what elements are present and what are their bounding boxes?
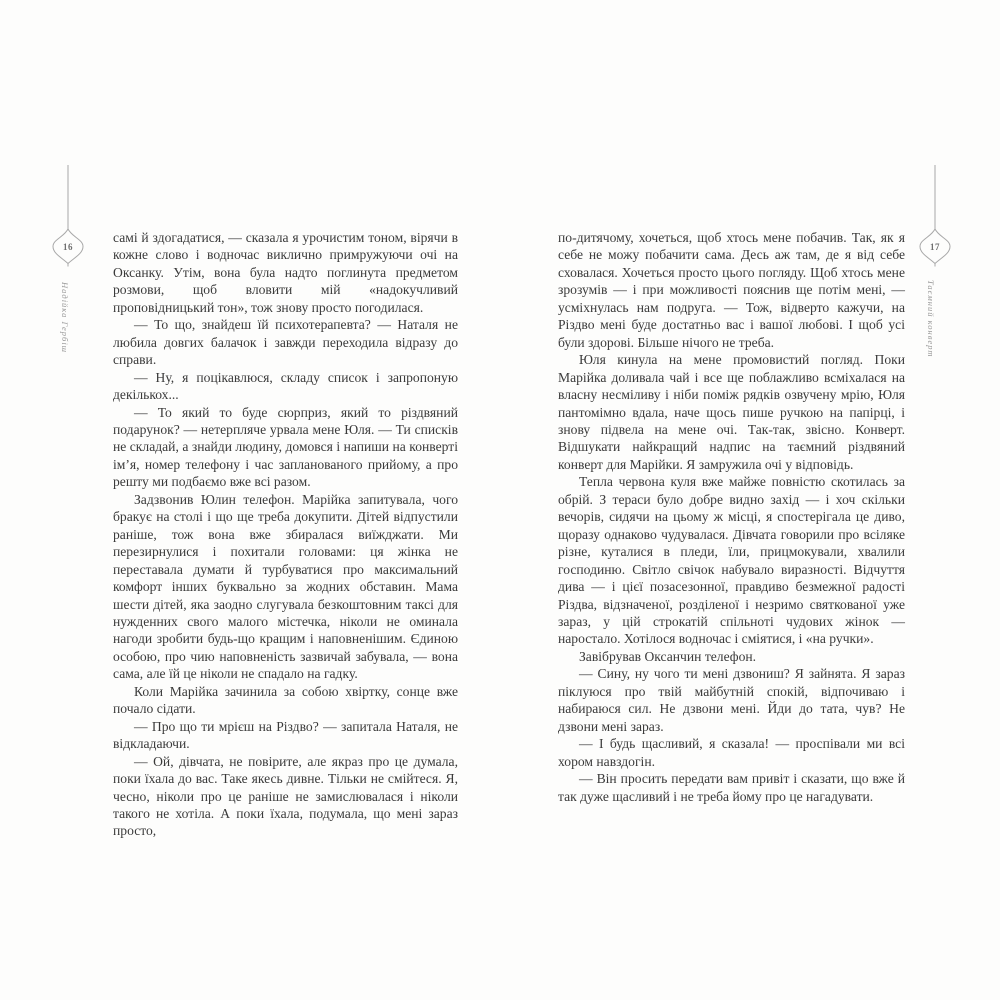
page-number-left: 16 [63,242,73,252]
page-ornament-right [918,165,952,267]
paragraph: — Сину, ну чого ти мені дзвониш? Я зайнята. Я зараз піклуюся про твій майбутній спокій, відпочиваю і набираюся сил. Не дзвони мені. Йди до тата, чув? Не дзвони мені зараз. [558,666,905,734]
paragraph: Завібрував Оксанчин телефон. [579,648,757,664]
paragraph: — То який то буде сюрприз, який то різдвяний подарунок? — нетерпляче урвала мене Юля. — Ти списків не складай, а знайди людину, домовся і напиши на конверті ім’я, номер телефону і час запланованого прийому, а про решту ми подбаємо вже всі разом. [113,404,458,490]
paragraph: — Ну, я поцікавлюся, складу список і запропоную декількох... [113,369,458,403]
paragraph: по-дитячому, хочеться, щоб хтось мене побачив. Так, як я себе не можу побачити сама. Десь аж там, де я від себе сховалася. Хочеться просто цього погляду. Щоб хтось мене зрозумів — і при можливості пояснив ще потім мені, — усміхнулась нам подруга. — Тож, відверто кажучи, на Різдво мені буде достатньо вас і вашої любові. І щоб усі були здорові. Більше нічого не треба. [558,230,905,350]
paragraph: Юля кинула на мене промовистий погляд. Поки Марійка доливала чай і все ще поблажливо всміхалася на власну несміливу і ніби поміж рядків озвучену мрію, Юля пантомімно вдала, наче щось пише ручкою на папірці, і знову підвела на мене очі. Так-так, звісно. Конверт. Відшукати найкращий надпис на таємний різдвяний конверт для Марійки. Я замружила очі у відповідь. [558,352,905,472]
running-head-author: Надійка Гербіш [60,282,70,354]
paragraph: — Про що ти мрієш на Різдво? — запитала Наталя, не відкладаючи. [113,718,458,752]
page-text-left [113,229,458,840]
page-ornament-left [51,165,85,267]
paragraph: — Ой, дівчата, не повірите, але якраз про це думала, поки їхала до вас. Таке якесь дивне. Тільки не смійтеся. Я, чесно, ніколи про це раніше не замислювалася і ніколи такого не хотіла. А поки їхала, подумала, що мені зараз просто, [113,753,458,839]
folio-ornament-icon [51,165,85,267]
page-number-right: 17 [930,242,940,252]
running-head-chapter: Таємний конверт [926,280,936,358]
paragraph: — То що, знайдеш їй психотерапевта? — Наталя не любила довгих балачок і завжди переходила відразу до справи. [113,317,458,368]
paragraph: самі й здогадатися, — сказала я урочистим тоном, вірячи в кожне слово і водночас виклично примружуючи очі на Оксанку. Утім, вона була надто поглинута предметом розмови, щоб вловити мій «надокучливий проповідницький тон», тож знову просто погодилася. [113,230,458,315]
folio-ornament-icon [918,165,952,267]
paragraph: — Він просить передати вам привіт і сказати, що вже й так дуже щасливий і не треба йому про це нагадувати. [558,771,905,804]
paragraph: Коли Марійка зачинила за собою хвіртку, сонце вже почало сідати. [113,683,458,717]
paragraph: Задзвонив Юлин телефон. Марійка запитувала, чого бракує на столі і що ще треба докупити. Дітей відпустили раніше, тож вона вже збиралася виїжджати. Ми перезирнулися і похитали головами: ця жінка не переставала думати й турбуватися про максимальний комфорт інших буквально за жодних обставин. Мама шести дітей, яка заодно слугувала безкоштовним таксі для нужденних свого малого містечка, ніколи не оминала нагоди зробити будь-що кращим і наповненішим. Єдиною особою, про чию наповненість зазвичай забувала, — вона сама, але їй це ніколи не спадало на гадку. [113,491,458,682]
paragraph: — І будь щасливий, я сказала! — проспівали ми всі хором навздогін. [558,736,905,769]
paragraph: Тепла червона куля вже майже повністю скотилась за обрій. З тераси було добре видно захід — і хоч скільки вечорів, сидячи на цьому ж місці, я спостерігала це диво, щоразу однаково чудувалася. Дівчата говорили про всіляке різне, куталися в пледи, їли, прицмокували, хвалили господиню. Світло свічок набувало виразності. Відчуття дива — і цієї позасезонної, правдиво безмежної радості Різдва, відзначеної, розділеної і незримо святкованої уже зараз, у цій строкатій спільноті чудових жінок — наростало. Хотілося водночас і сміятися, і «на ручки». [558,474,905,647]
page-text-right [558,229,905,805]
